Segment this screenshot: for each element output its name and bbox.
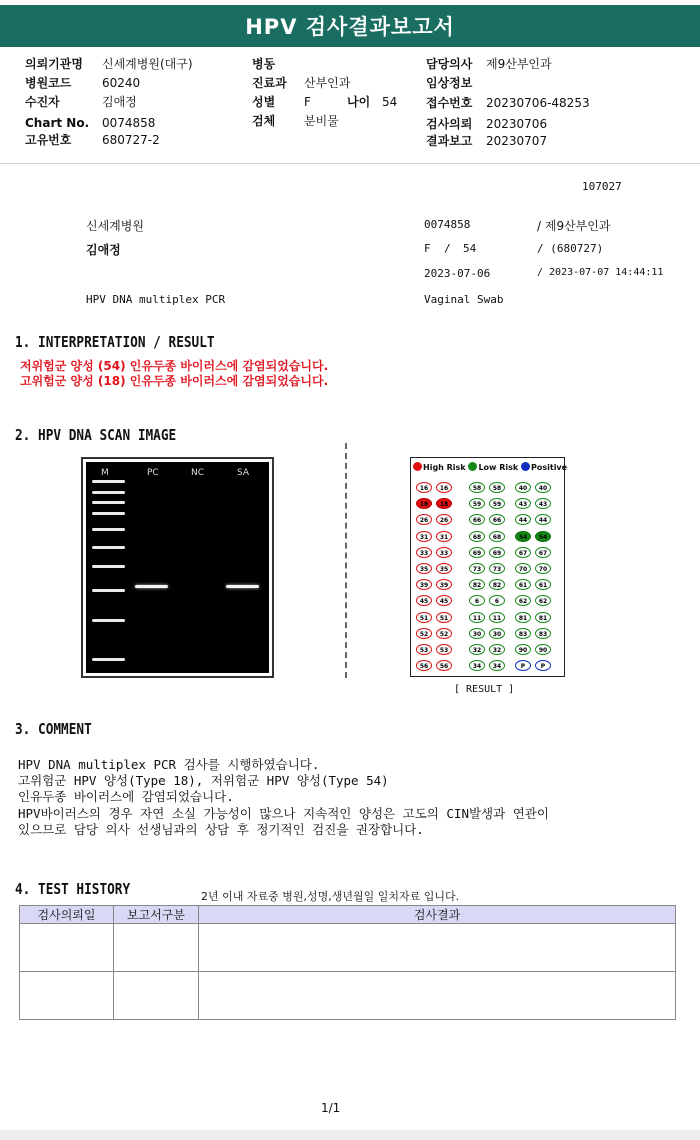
- table-cell: [199, 924, 676, 972]
- chip-spot: 34: [469, 660, 485, 671]
- info-label: 병원코드: [25, 76, 72, 90]
- table-cell: [114, 972, 199, 1020]
- chip-spot: 66: [469, 514, 485, 525]
- chip-spot: 59: [489, 498, 505, 509]
- history-note: 2년 이내 자료중 병원,성명,생년월일 일치자료 입니다.: [201, 890, 460, 903]
- chip-spot: 69: [469, 547, 485, 558]
- section-title-scan: 2. HPV DNA SCAN IMAGE: [15, 426, 177, 444]
- high-risk-dot-icon: [413, 462, 422, 471]
- history-table: [19, 905, 676, 1020]
- summary-chart-no: 0074858: [424, 218, 471, 231]
- info-label: 나이: [347, 95, 371, 109]
- chip-spot: 26: [416, 514, 432, 525]
- info-label: 결과보고: [426, 134, 473, 148]
- summary-specimen: Vaginal Swab: [424, 293, 504, 306]
- legend-high: High Risk: [423, 463, 466, 472]
- table-cell: [199, 972, 676, 1020]
- chip-spot: 58: [489, 482, 505, 493]
- chip-spot: 33: [416, 547, 432, 558]
- chip-spot: 59: [469, 498, 485, 509]
- table-row: [20, 924, 676, 972]
- chip-spot: 43: [515, 498, 531, 509]
- gel-image: [81, 457, 274, 678]
- info-label: 의뢰기관명: [25, 57, 83, 71]
- chip-spot: 73: [489, 563, 505, 574]
- marker-band: [92, 491, 125, 494]
- summary-dept: / 제9산부인과: [537, 219, 611, 233]
- chip-spot: 39: [436, 579, 452, 590]
- chip-spot: 16: [416, 482, 432, 493]
- marker-band: [92, 546, 125, 549]
- chip-spot: 16: [436, 482, 452, 493]
- info-label: 임상정보: [426, 76, 473, 90]
- comment-line: 고위험군 HPV 양성(Type 18), 저위험군 HPV 양성(Type 54): [18, 773, 389, 788]
- comment-line: HPV바이러스의 경우 자연 소실 가능성이 많으나 지속적인 양성은 고도의 CIN발생과 연관이: [18, 806, 549, 821]
- report-code: 107027: [582, 180, 622, 193]
- table-cell: [114, 924, 199, 972]
- chip-spot: 31: [416, 531, 432, 542]
- chip-spot: 58: [469, 482, 485, 493]
- chip-spot: 18: [416, 498, 432, 509]
- chip-spot: 43: [535, 498, 551, 509]
- low-risk-dot-icon: [468, 462, 477, 471]
- history-col-header: 검사의뢰일: [20, 906, 114, 924]
- chip-spot: 68: [489, 531, 505, 542]
- chip-spot: 52: [436, 628, 452, 639]
- lane-label: NC: [191, 468, 205, 478]
- section-title-comment: 3. COMMENT: [15, 720, 92, 738]
- chip-spot: 83: [515, 628, 531, 639]
- chip-spot: 6: [469, 595, 485, 606]
- info-label: 수진자: [25, 95, 60, 109]
- info-value: 60240: [102, 76, 141, 90]
- chip-spot: P: [515, 660, 531, 671]
- chip-spot: 56: [436, 660, 452, 671]
- marker-band: [92, 480, 125, 483]
- info-label: 성별: [252, 95, 276, 109]
- summary-sex: F: [424, 242, 431, 255]
- chip-spot: 45: [416, 595, 432, 606]
- chip-spot: 69: [489, 547, 505, 558]
- chip-spot: 54: [515, 531, 531, 542]
- table-cell: [20, 972, 114, 1020]
- summary-separator: /: [444, 242, 451, 255]
- chip-spot: 35: [436, 563, 452, 574]
- chip-legend: [413, 462, 567, 472]
- info-value: 0074858: [102, 116, 156, 130]
- comment-line: 있으므로 담당 의사 선생님과의 상담 후 정기적인 검진을 권장합니다.: [18, 822, 424, 837]
- summary-test-name: HPV DNA multiplex PCR: [86, 293, 226, 306]
- chip-spot: 51: [436, 612, 452, 623]
- page-number: 1/1: [321, 1101, 341, 1115]
- info-label: 병동: [252, 57, 276, 71]
- marker-band: [92, 512, 125, 515]
- result-line: 고위험군 양성 (18) 인유두종 바이러스에 감염되었습니다.: [20, 374, 329, 388]
- chip-spot: 33: [436, 547, 452, 558]
- chip-spot: 82: [489, 579, 505, 590]
- legend-low: Low Risk: [478, 463, 519, 472]
- chip-spot: 62: [515, 595, 531, 606]
- marker-band: [92, 501, 125, 504]
- chip-spot: 32: [489, 644, 505, 655]
- info-label: 진료과: [252, 76, 287, 90]
- info-label: 고유번호: [25, 133, 72, 147]
- chip-spot: 73: [469, 563, 485, 574]
- chip-spot: 18: [436, 498, 452, 509]
- chip-spot: 66: [489, 514, 505, 525]
- summary-age: 54: [463, 242, 477, 255]
- info-value: 680727-2: [102, 133, 160, 147]
- info-value: 20230706-48253: [486, 96, 590, 110]
- chip-spot: 61: [535, 579, 551, 590]
- table-row: [20, 972, 676, 1020]
- info-value: 20230707: [486, 134, 548, 148]
- history-col-header: 보고서구분: [114, 906, 199, 924]
- chip-spot: 81: [535, 612, 551, 623]
- chip-spot: 11: [469, 612, 485, 623]
- info-value: 54: [382, 95, 398, 109]
- chip-spot: 83: [535, 628, 551, 639]
- info-value: 신세계병원(대구): [102, 57, 193, 71]
- comment-line: HPV DNA multiplex PCR 검사를 시행하였습니다.: [18, 757, 320, 772]
- info-value: 산부인과: [304, 76, 351, 90]
- legend-positive: Positive: [531, 463, 568, 472]
- info-value: 김애정: [102, 95, 137, 109]
- report-title: HPV 검사결과보고서: [0, 5, 700, 47]
- summary-hospital: 신세계병원: [86, 219, 144, 233]
- chip-spot: P: [535, 660, 551, 671]
- chip-spot: 70: [535, 563, 551, 574]
- chip-spot: 90: [535, 644, 551, 655]
- chip-spot: 44: [535, 514, 551, 525]
- chip-spot: 34: [489, 660, 505, 671]
- pc-band: [135, 585, 168, 588]
- marker-band: [92, 658, 125, 661]
- info-value: F: [304, 95, 311, 109]
- info-label: Chart No.: [25, 116, 90, 130]
- summary-birth: / (680727): [537, 242, 604, 255]
- chip-spot: 61: [515, 579, 531, 590]
- divider: [0, 163, 700, 164]
- chip-spot: 54: [535, 531, 551, 542]
- chip-spot: 53: [436, 644, 452, 655]
- chip-spot: 30: [469, 628, 485, 639]
- info-label: 검사의뢰: [426, 117, 473, 131]
- positive-dot-icon: [521, 462, 530, 471]
- chip-spot: 51: [416, 612, 432, 623]
- section-title-history: 4. TEST HISTORY: [15, 880, 131, 898]
- marker-band: [92, 589, 125, 592]
- info-label: 접수번호: [426, 96, 473, 110]
- footer-bar: [0, 1130, 700, 1140]
- summary-patient-name: 김애정: [86, 243, 121, 257]
- chip-spot: 56: [416, 660, 432, 671]
- chip-spot: 52: [416, 628, 432, 639]
- chip-spot: 62: [535, 595, 551, 606]
- chip-spot: 40: [535, 482, 551, 493]
- hpv-chip-image: [410, 457, 568, 677]
- comment-line: 인유두종 바이러스에 감염되었습니다.: [18, 789, 234, 804]
- chip-spot: 90: [515, 644, 531, 655]
- chip-spot: 6: [489, 595, 505, 606]
- lane-label: PC: [147, 468, 159, 478]
- sa-band: [226, 585, 259, 588]
- info-value: 20230706: [486, 117, 548, 131]
- marker-band: [92, 565, 125, 568]
- chip-spot: 11: [489, 612, 505, 623]
- info-label: 담당의사: [426, 57, 473, 71]
- chip-spot: 70: [515, 563, 531, 574]
- info-value: 분비물: [304, 114, 339, 128]
- chip-spot: 32: [469, 644, 485, 655]
- separator-dashed: [345, 443, 347, 678]
- chip-spot: 35: [416, 563, 432, 574]
- chip-caption: [ RESULT ]: [454, 684, 515, 695]
- info-value: 제9산부인과: [486, 57, 552, 71]
- result-line: 저위험군 양성 (54) 인유두종 바이러스에 감염되었습니다.: [20, 359, 329, 373]
- history-col-header: 검사결과: [199, 906, 676, 924]
- marker-band: [92, 619, 125, 622]
- chip-spot: 67: [515, 547, 531, 558]
- section-title-interpretation: 1. INTERPRETATION / RESULT: [15, 333, 215, 351]
- lane-label: SA: [237, 468, 250, 478]
- chip-spot: 39: [416, 579, 432, 590]
- chip-spot: 40: [515, 482, 531, 493]
- chip-spot: 53: [416, 644, 432, 655]
- table-cell: [20, 924, 114, 972]
- chip-spot: 81: [515, 612, 531, 623]
- chip-spot: 44: [515, 514, 531, 525]
- chip-spot: 26: [436, 514, 452, 525]
- chip-spot: 31: [436, 531, 452, 542]
- chip-spot: 45: [436, 595, 452, 606]
- summary-request-date: 2023-07-06: [424, 267, 491, 280]
- chip-spot: 67: [535, 547, 551, 558]
- chip-spot: 30: [489, 628, 505, 639]
- lane-label: M: [101, 468, 109, 478]
- summary-report-datetime: / 2023-07-07 14:44:11: [537, 267, 664, 278]
- chip-spot: 82: [469, 579, 485, 590]
- chip-spot: 68: [469, 531, 485, 542]
- marker-band: [92, 528, 125, 531]
- info-label: 검체: [252, 114, 276, 128]
